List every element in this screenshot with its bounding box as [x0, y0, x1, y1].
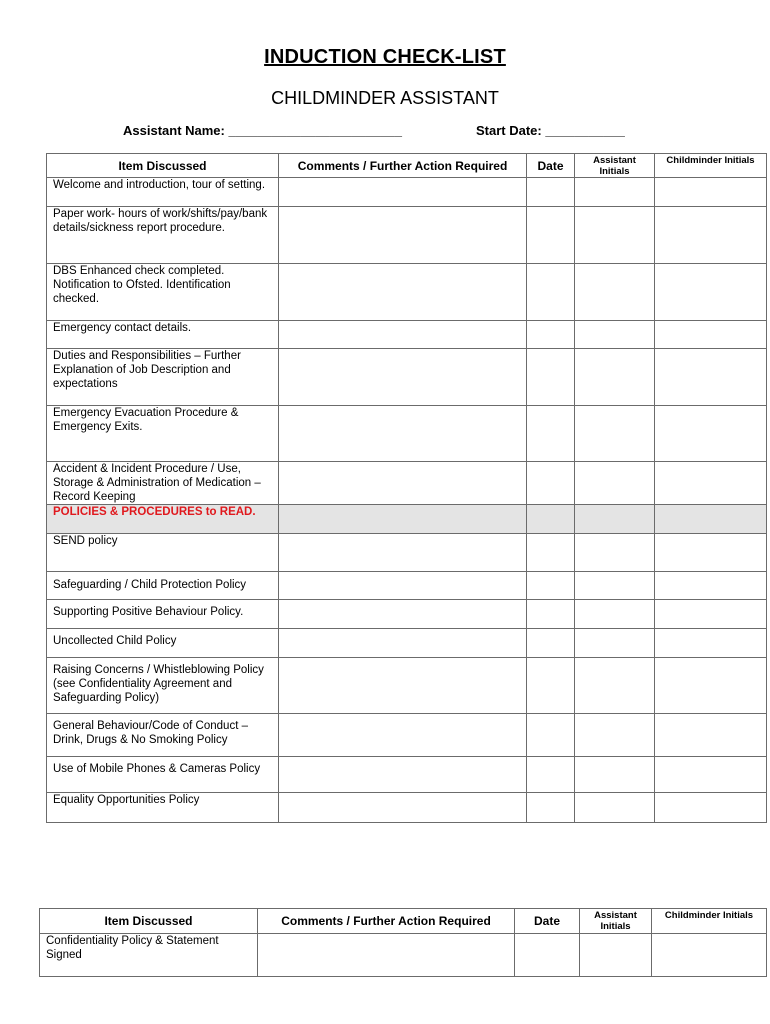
assistant-initials-cell[interactable] [575, 757, 655, 793]
item-cell: Use of Mobile Phones & Cameras Policy [47, 757, 279, 793]
assistant-initials-cell[interactable] [575, 349, 655, 406]
childminder-initials-cell[interactable] [655, 178, 767, 207]
item-cell: Supporting Positive Behaviour Policy. [47, 600, 279, 629]
item-cell: Duties and Responsibilities – Further Explanation of Job Description and expectations [47, 349, 279, 406]
policies-heading-cell: POLICIES & PROCEDURES to READ. [47, 505, 279, 534]
assistant-initials-cell[interactable] [575, 321, 655, 349]
childminder-initials-cell[interactable] [655, 572, 767, 600]
item-cell: Equality Opportunities Policy [47, 793, 279, 823]
header-item: Item Discussed [40, 909, 258, 934]
assistant-name-field[interactable]: Assistant Name: ________________________ [123, 123, 402, 138]
assistant-initials-cell[interactable] [575, 793, 655, 823]
date-cell[interactable] [527, 572, 575, 600]
header-date: Date [515, 909, 580, 934]
assistant-initials-cell[interactable] [575, 714, 655, 757]
header-comments: Comments / Further Action Required [258, 909, 515, 934]
assistant-initials-cell[interactable] [575, 600, 655, 629]
date-cell[interactable] [515, 934, 580, 977]
comments-cell[interactable] [279, 572, 527, 600]
comments-cell[interactable] [279, 349, 527, 406]
table-row [47, 321, 767, 349]
comments-cell[interactable] [279, 505, 527, 534]
item-cell: DBS Enhanced check completed. Notification to Ofsted. Identification checked. [47, 264, 279, 321]
date-cell[interactable] [527, 349, 575, 406]
assistant-initials-cell[interactable] [575, 505, 655, 534]
comments-cell[interactable] [279, 658, 527, 714]
date-cell[interactable] [527, 264, 575, 321]
table-row [47, 658, 767, 714]
assistant-initials-cell[interactable] [575, 629, 655, 658]
comments-cell[interactable] [279, 207, 527, 264]
table-row [47, 462, 767, 505]
childminder-initials-cell[interactable] [655, 349, 767, 406]
item-cell: SEND policy [47, 534, 279, 572]
comments-cell[interactable] [279, 264, 527, 321]
date-cell[interactable] [527, 600, 575, 629]
childminder-initials-cell[interactable] [655, 207, 767, 264]
comments-cell[interactable] [279, 406, 527, 462]
induction-table [46, 153, 767, 823]
item-cell: Emergency Evacuation Procedure & Emergency Exits. [47, 406, 279, 462]
comments-cell[interactable] [258, 934, 515, 977]
table-header-row [47, 154, 767, 178]
date-cell[interactable] [527, 793, 575, 823]
childminder-initials-cell[interactable] [655, 714, 767, 757]
childminder-initials-cell[interactable] [655, 406, 767, 462]
header-childminder-initials: Childminder Initials [652, 909, 767, 934]
table-row [47, 534, 767, 572]
header-date: Date [527, 154, 575, 178]
table-row [47, 264, 767, 321]
table-row [47, 207, 767, 264]
page-subtitle: CHILDMINDER ASSISTANT [271, 88, 499, 108]
childminder-initials-cell[interactable] [655, 757, 767, 793]
assistant-initials-cell[interactable] [575, 658, 655, 714]
date-cell[interactable] [527, 321, 575, 349]
childminder-initials-cell[interactable] [655, 462, 767, 505]
comments-cell[interactable] [279, 757, 527, 793]
childminder-initials-cell[interactable] [655, 600, 767, 629]
date-cell[interactable] [527, 658, 575, 714]
childminder-initials-cell[interactable] [655, 793, 767, 823]
item-cell: Welcome and introduction, tour of setting. [47, 178, 279, 207]
table-row [47, 572, 767, 600]
assistant-initials-cell[interactable] [575, 406, 655, 462]
assistant-initials-cell[interactable] [580, 934, 652, 977]
header-assistant-initials: Assistant Initials [575, 154, 655, 178]
table-row [47, 714, 767, 757]
comments-cell[interactable] [279, 629, 527, 658]
table-row [47, 629, 767, 658]
header-comments: Comments / Further Action Required [279, 154, 527, 178]
comments-cell[interactable] [279, 714, 527, 757]
item-cell: Confidentiality Policy & Statement Signed [40, 934, 258, 977]
comments-cell[interactable] [279, 600, 527, 629]
comments-cell[interactable] [279, 321, 527, 349]
page-title: INDUCTION CHECK-LIST [264, 46, 506, 68]
item-cell: Accident & Incident Procedure / Use, Storage & Administration of Medication – Record Keeping [47, 462, 279, 505]
table-row-highlight [47, 505, 767, 534]
item-cell: Emergency contact details. [47, 321, 279, 349]
date-cell[interactable] [527, 757, 575, 793]
header-assistant-initials: Assistant Initials [580, 909, 652, 934]
table-row [40, 934, 767, 977]
childminder-initials-cell[interactable] [655, 505, 767, 534]
date-cell[interactable] [527, 462, 575, 505]
table-row [47, 178, 767, 207]
date-cell[interactable] [527, 714, 575, 757]
table-row [47, 793, 767, 823]
item-cell: Safeguarding / Child Protection Policy [47, 572, 279, 600]
table-row [47, 600, 767, 629]
assistant-initials-cell[interactable] [575, 264, 655, 321]
childminder-initials-cell[interactable] [655, 629, 767, 658]
comments-cell[interactable] [279, 178, 527, 207]
childminder-initials-cell[interactable] [655, 321, 767, 349]
item-cell: General Behaviour/Code of Conduct – Drink, Drugs & No Smoking Policy [47, 714, 279, 757]
header-item: Item Discussed [47, 154, 279, 178]
date-cell[interactable] [527, 505, 575, 534]
header-childminder-initials: Childminder Initials [655, 154, 767, 178]
assistant-initials-cell[interactable] [575, 207, 655, 264]
childminder-initials-cell[interactable] [652, 934, 767, 977]
date-cell[interactable] [527, 534, 575, 572]
childminder-initials-cell[interactable] [655, 264, 767, 321]
start-date-field[interactable]: Start Date: ___________ [476, 123, 625, 138]
comments-cell[interactable] [279, 534, 527, 572]
item-cell: Uncollected Child Policy [47, 629, 279, 658]
assistant-initials-cell[interactable] [575, 572, 655, 600]
item-cell: Raising Concerns / Whistleblowing Policy (see Confidentiality Agreement and Safeguarding Policy) [47, 658, 279, 714]
table-row [47, 406, 767, 462]
assistant-initials-cell[interactable] [575, 534, 655, 572]
assistant-initials-cell[interactable] [575, 178, 655, 207]
table-row [47, 757, 767, 793]
item-cell: Paper work- hours of work/shifts/pay/bank details/sickness report procedure. [47, 207, 279, 264]
date-cell[interactable] [527, 207, 575, 264]
table-header-row [40, 909, 767, 934]
date-cell[interactable] [527, 178, 575, 207]
childminder-initials-cell[interactable] [655, 658, 767, 714]
date-cell[interactable] [527, 406, 575, 462]
date-cell[interactable] [527, 629, 575, 658]
comments-cell[interactable] [279, 793, 527, 823]
comments-cell[interactable] [279, 462, 527, 505]
table-row [47, 349, 767, 406]
childminder-initials-cell[interactable] [655, 534, 767, 572]
confidentiality-table [39, 908, 767, 977]
assistant-initials-cell[interactable] [575, 462, 655, 505]
